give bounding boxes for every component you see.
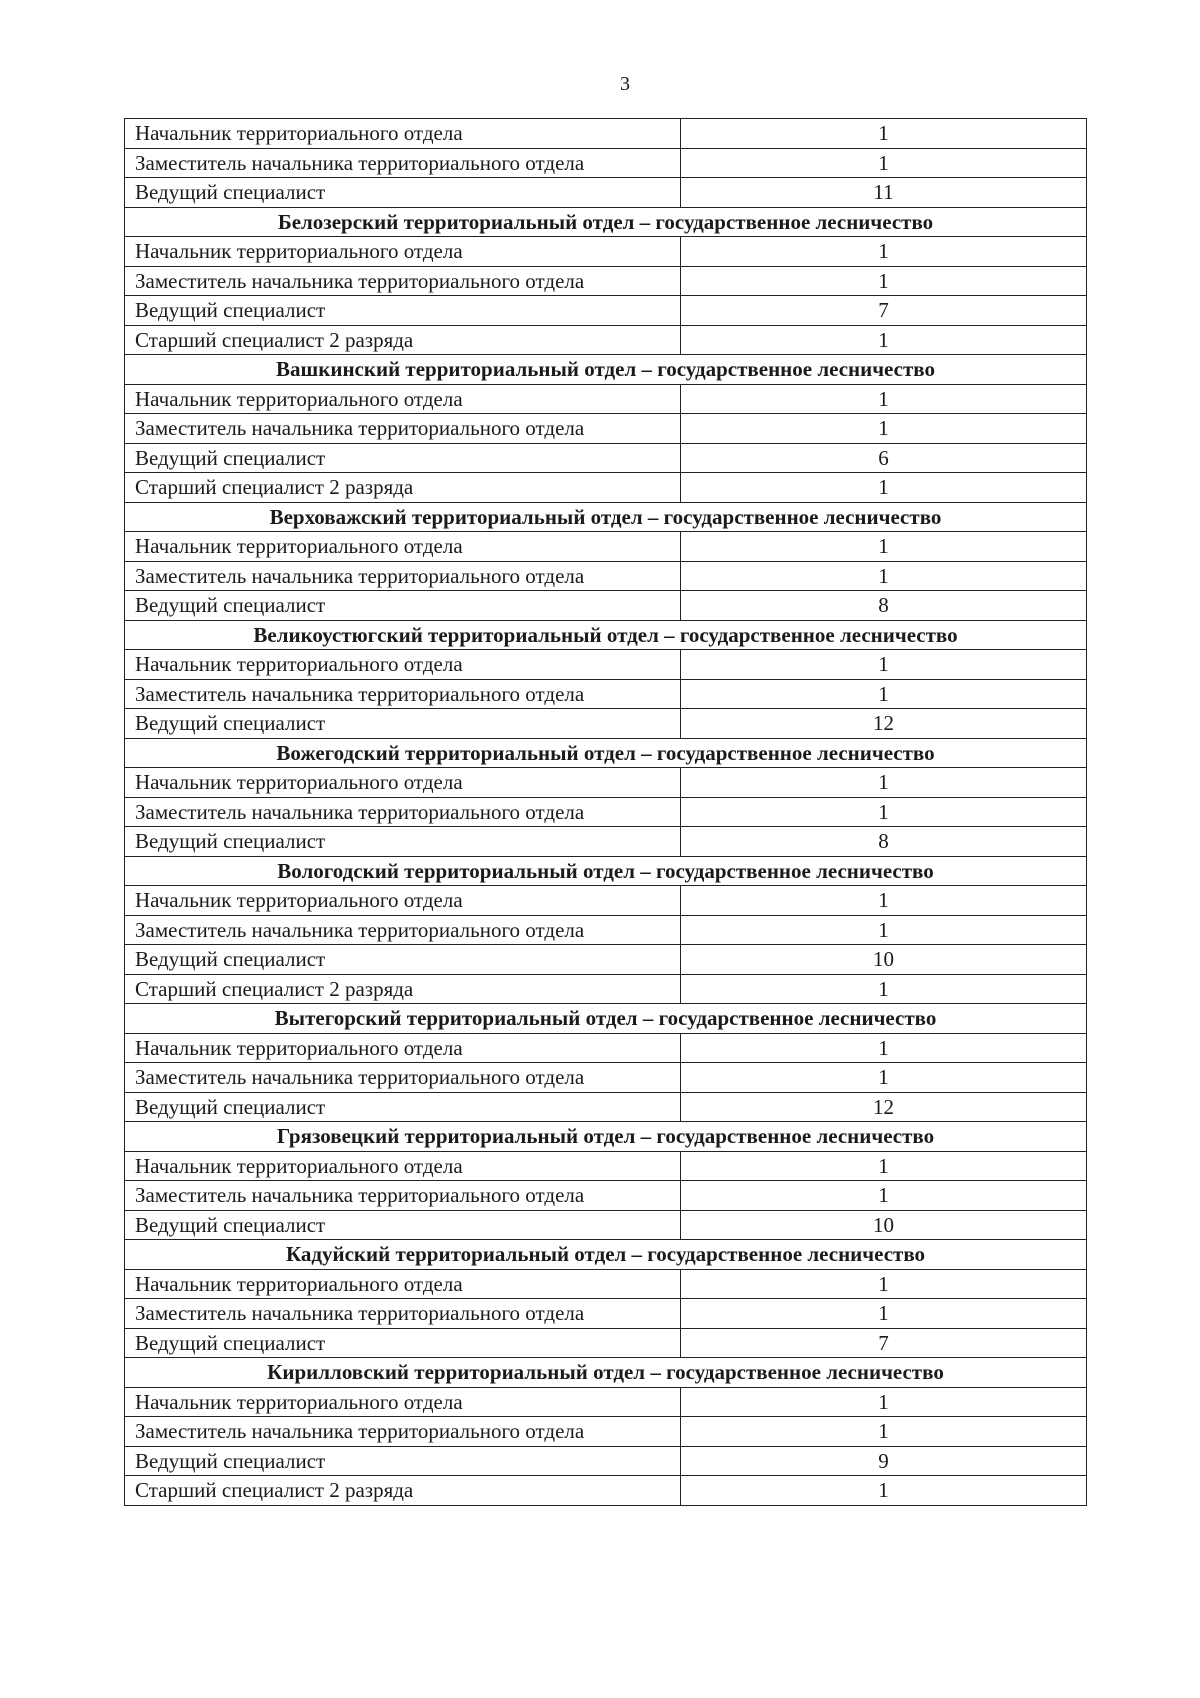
section-title: Белозерский территориальный отдел – государственное лесничество (125, 207, 1087, 237)
section-header-row (125, 856, 1087, 886)
table-row (125, 974, 1087, 1004)
position-cell: Ведущий специалист (125, 591, 681, 621)
section-header-row (125, 1358, 1087, 1388)
table-row (125, 768, 1087, 798)
count-cell: 1 (681, 266, 1087, 296)
section-header-row (125, 738, 1087, 768)
count-cell: 1 (681, 915, 1087, 945)
count-cell: 1 (681, 1033, 1087, 1063)
staff-table-body (125, 119, 1087, 1506)
count-cell: 1 (681, 532, 1087, 562)
section-title: Вологодский территориальный отдел – государственное лесничество (125, 856, 1087, 886)
section-title: Грязовецкий территориальный отдел – государственное лесничество (125, 1122, 1087, 1152)
position-cell: Старший специалист 2 разряда (125, 473, 681, 503)
section-header-row (125, 1122, 1087, 1152)
position-cell: Начальник территориального отдела (125, 384, 681, 414)
position-cell: Заместитель начальника территориального отдела (125, 1063, 681, 1093)
position-cell: Ведущий специалист (125, 827, 681, 857)
table-row (125, 1063, 1087, 1093)
count-cell: 6 (681, 443, 1087, 473)
position-cell: Начальник территориального отдела (125, 886, 681, 916)
position-cell: Заместитель начальника территориального отдела (125, 414, 681, 444)
table-row (125, 1417, 1087, 1447)
position-cell: Ведущий специалист (125, 296, 681, 326)
table-row (125, 1476, 1087, 1506)
count-cell: 1 (681, 1151, 1087, 1181)
section-header-row (125, 620, 1087, 650)
count-cell: 10 (681, 945, 1087, 975)
count-cell: 1 (681, 1476, 1087, 1506)
position-cell: Начальник территориального отдела (125, 119, 681, 149)
count-cell: 1 (681, 561, 1087, 591)
count-cell: 1 (681, 1269, 1087, 1299)
count-cell: 9 (681, 1446, 1087, 1476)
table-row (125, 561, 1087, 591)
position-cell: Ведущий специалист (125, 1092, 681, 1122)
table-row (125, 797, 1087, 827)
table-row (125, 148, 1087, 178)
count-cell: 1 (681, 384, 1087, 414)
table-row (125, 1210, 1087, 1240)
table-row (125, 1151, 1087, 1181)
position-cell: Ведущий специалист (125, 1446, 681, 1476)
table-row (125, 178, 1087, 208)
position-cell: Заместитель начальника территориального отдела (125, 148, 681, 178)
table-row (125, 296, 1087, 326)
count-cell: 1 (681, 1387, 1087, 1417)
table-row (125, 443, 1087, 473)
count-cell: 1 (681, 473, 1087, 503)
table-row (125, 1181, 1087, 1211)
position-cell: Заместитель начальника территориального отдела (125, 1299, 681, 1329)
position-cell: Начальник территориального отдела (125, 650, 681, 680)
count-cell: 1 (681, 679, 1087, 709)
position-cell: Старший специалист 2 разряда (125, 974, 681, 1004)
position-cell: Заместитель начальника территориального отдела (125, 266, 681, 296)
table-row (125, 1033, 1087, 1063)
count-cell: 1 (681, 797, 1087, 827)
position-cell: Начальник территориального отдела (125, 1151, 681, 1181)
table-row (125, 886, 1087, 916)
section-title: Вытегорский территориальный отдел – государственное лесничество (125, 1004, 1087, 1034)
table-row (125, 915, 1087, 945)
count-cell: 8 (681, 827, 1087, 857)
position-cell: Ведущий специалист (125, 1328, 681, 1358)
count-cell: 1 (681, 974, 1087, 1004)
section-header-row (125, 1004, 1087, 1034)
count-cell: 1 (681, 414, 1087, 444)
section-title: Великоустюгский территориальный отдел – государственное лесничество (125, 620, 1087, 650)
position-cell: Старший специалист 2 разряда (125, 1476, 681, 1506)
position-cell: Начальник территориального отдела (125, 237, 681, 267)
section-header-row (125, 355, 1087, 385)
position-cell: Начальник территориального отдела (125, 1033, 681, 1063)
count-cell: 1 (681, 1063, 1087, 1093)
section-title: Кирилловский территориальный отдел – государственное лесничество (125, 1358, 1087, 1388)
table-row (125, 384, 1087, 414)
table-row (125, 1446, 1087, 1476)
section-header-row (125, 502, 1087, 532)
count-cell: 7 (681, 1328, 1087, 1358)
count-cell: 1 (681, 325, 1087, 355)
section-title: Вашкинский территориальный отдел – государственное лесничество (125, 355, 1087, 385)
count-cell: 8 (681, 591, 1087, 621)
position-cell: Заместитель начальника территориального отдела (125, 561, 681, 591)
position-cell: Заместитель начальника территориального отдела (125, 915, 681, 945)
count-cell: 12 (681, 1092, 1087, 1122)
table-row (125, 1092, 1087, 1122)
table-row (125, 473, 1087, 503)
section-title: Вожегодский территориальный отдел – государственное лесничество (125, 738, 1087, 768)
position-cell: Начальник территориального отдела (125, 768, 681, 798)
position-cell: Начальник территориального отдела (125, 1269, 681, 1299)
count-cell: 7 (681, 296, 1087, 326)
section-title: Верховажский территориальный отдел – государственное лесничество (125, 502, 1087, 532)
table-row (125, 827, 1087, 857)
position-cell: Ведущий специалист (125, 1210, 681, 1240)
position-cell: Заместитель начальника территориального отдела (125, 1417, 681, 1447)
count-cell: 11 (681, 178, 1087, 208)
count-cell: 1 (681, 237, 1087, 267)
table-row (125, 1387, 1087, 1417)
count-cell: 10 (681, 1210, 1087, 1240)
position-cell: Ведущий специалист (125, 178, 681, 208)
position-cell: Заместитель начальника территориального отдела (125, 797, 681, 827)
page-number: 3 (620, 73, 630, 95)
count-cell: 1 (681, 1417, 1087, 1447)
count-cell: 1 (681, 886, 1087, 916)
position-cell: Заместитель начальника территориального отдела (125, 1181, 681, 1211)
table-row (125, 709, 1087, 739)
table-row (125, 679, 1087, 709)
table-row (125, 532, 1087, 562)
count-cell: 1 (681, 1299, 1087, 1329)
position-cell: Ведущий специалист (125, 945, 681, 975)
table-row (125, 237, 1087, 267)
table-row (125, 1328, 1087, 1358)
table-row (125, 414, 1087, 444)
position-cell: Начальник территориального отдела (125, 532, 681, 562)
position-cell: Ведущий специалист (125, 709, 681, 739)
table-row (125, 1299, 1087, 1329)
section-header-row (125, 1240, 1087, 1270)
position-cell: Ведущий специалист (125, 443, 681, 473)
position-cell: Заместитель начальника территориального отдела (125, 679, 681, 709)
table-row (125, 325, 1087, 355)
count-cell: 1 (681, 148, 1087, 178)
table-row (125, 1269, 1087, 1299)
table-row (125, 119, 1087, 149)
count-cell: 1 (681, 119, 1087, 149)
position-cell: Начальник территориального отдела (125, 1387, 681, 1417)
table-row (125, 266, 1087, 296)
count-cell: 12 (681, 709, 1087, 739)
table-row (125, 945, 1087, 975)
staff-table (124, 118, 1087, 1506)
table-row (125, 591, 1087, 621)
count-cell: 1 (681, 650, 1087, 680)
count-cell: 1 (681, 1181, 1087, 1211)
section-title: Кадуйский территориальный отдел – государственное лесничество (125, 1240, 1087, 1270)
section-header-row (125, 207, 1087, 237)
count-cell: 1 (681, 768, 1087, 798)
position-cell: Старший специалист 2 разряда (125, 325, 681, 355)
table-row (125, 650, 1087, 680)
